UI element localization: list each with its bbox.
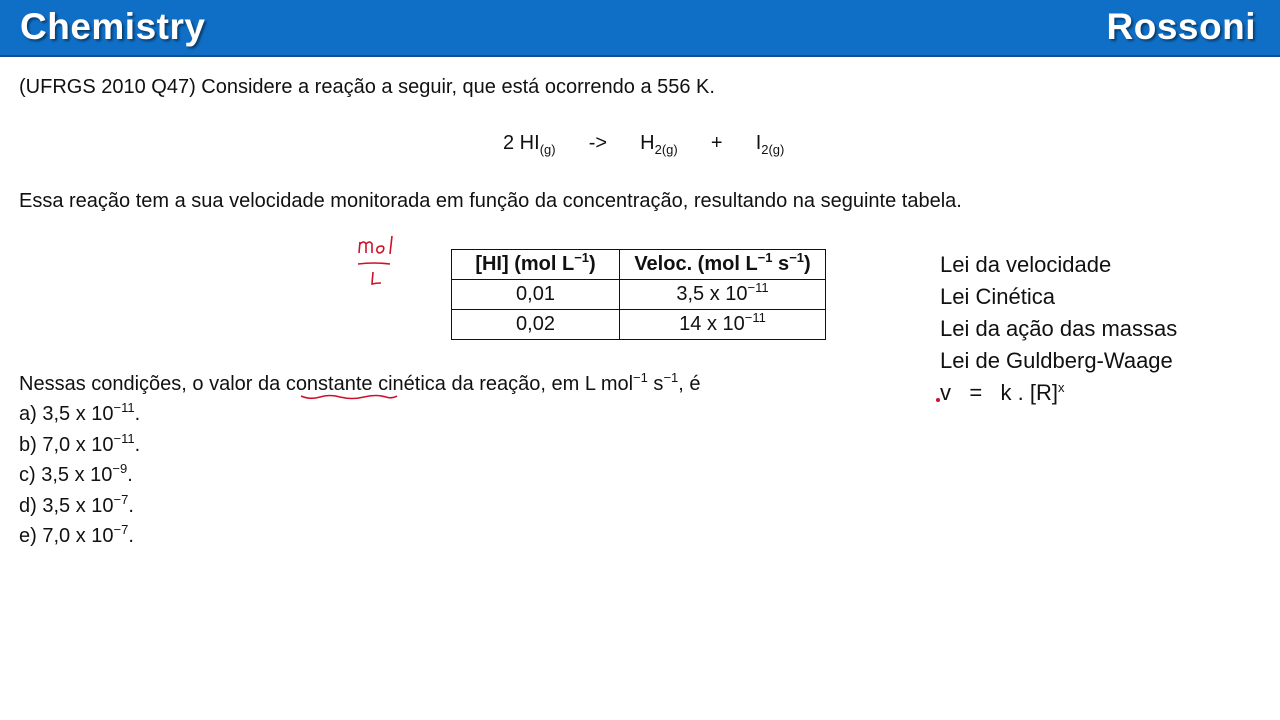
plus-sign: + xyxy=(710,132,723,154)
question-prompt: Nessas condições, o valor da constante cinética da reação, em L mol$^{-1}$ $s^{-1}$, é xyxy=(19,370,701,395)
table-cell: 14 x $10^{-11}$ xyxy=(620,310,826,340)
column-header-velocity: Veloc. (mol $L^{-1}$ $s^{-1}$) xyxy=(620,250,826,280)
annotation-dot xyxy=(936,398,940,402)
handwritten-mol-per-l xyxy=(356,234,402,288)
column-header-concentration: [HI] (mol $L^{-1}$) xyxy=(452,250,620,280)
reactant-state: (g) xyxy=(539,142,556,157)
table-cell: 3,5 x $10^{-11}$ xyxy=(620,280,826,310)
law-item: Lei Cinética xyxy=(940,284,1055,309)
rate-table xyxy=(451,249,826,340)
question-statement: Essa reação tem a sua velocidade monitorada em função da concentração, resultando na seguinte tabela. xyxy=(19,190,962,212)
brand-name: Rossoni xyxy=(1106,6,1256,47)
law-item: Lei da velocidade xyxy=(940,252,1112,277)
table-row xyxy=(452,310,826,340)
law-item: Lei de Guldberg-Waage xyxy=(940,348,1173,373)
product-i2: I xyxy=(755,132,762,154)
table-row xyxy=(452,280,826,310)
product-h2-sub: 2(g) xyxy=(654,142,678,157)
product-i2-sub: 2(g) xyxy=(761,142,785,157)
rate-law-formula: v = k . $[R]^x$ xyxy=(940,380,1065,405)
option-a[interactable]: a) 3,5 x $10^{-11}$. xyxy=(19,400,141,425)
option-b[interactable]: b) 7,0 x $10^{-11}$. xyxy=(19,430,141,456)
answer-options xyxy=(19,399,140,552)
question-intro: (UFRGS 2010 Q47) Considere a reação a seguir, que está ocorrendo a 556 K. xyxy=(19,76,715,98)
handwritten-underline xyxy=(300,392,400,402)
header-bar xyxy=(0,0,1280,57)
product-h2: H xyxy=(640,132,655,154)
law-item: Lei da ação das massas xyxy=(940,316,1178,341)
reaction-arrow: -> xyxy=(588,132,608,154)
option-c[interactable]: c) 3,5 x $10^{-9}$. xyxy=(19,461,133,486)
keyword-constante: constante xyxy=(285,373,373,395)
option-e[interactable]: e) 7,0 x $10^{-7}$. xyxy=(19,522,134,547)
page-title: Chemistry xyxy=(20,6,206,47)
reaction-equation xyxy=(503,132,784,155)
table-cell: 0,02 xyxy=(452,310,620,340)
table-cell: 0,01 xyxy=(452,280,620,310)
option-d[interactable]: d) 3,5 x $10^{-7}$. xyxy=(19,491,134,517)
rate-law-names xyxy=(940,249,1177,409)
reactant: 2 HI xyxy=(503,132,540,154)
table-header-row xyxy=(452,250,826,280)
